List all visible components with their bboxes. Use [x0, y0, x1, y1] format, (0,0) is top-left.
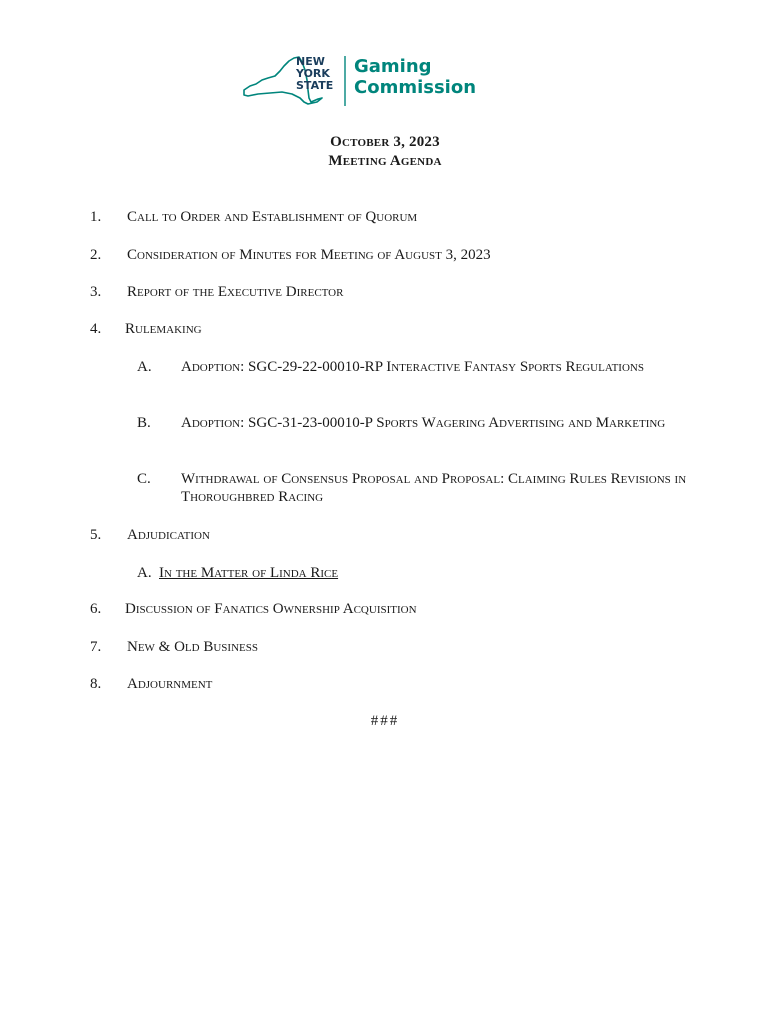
agenda-item-number: 2. — [90, 247, 102, 263]
agenda-item-number: 7. — [90, 639, 102, 655]
agenda-item-number: 6. — [90, 601, 102, 617]
agenda-subitem-label: A. — [137, 359, 152, 375]
agenda-item-text: New & Old Business — [127, 639, 258, 655]
agenda-item-text: Call to Order and Establishment of Quorum — [127, 209, 418, 225]
agenda-item-text: Rulemaking — [125, 321, 202, 337]
agenda-subitem-text: Withdrawal of Consensus Proposal and Proposal: Claiming Rules Revisions in Thoroughbred Racing — [181, 471, 687, 505]
logo-state-line3: STATE — [296, 79, 334, 92]
meeting-title: Meeting Agenda — [328, 153, 442, 169]
logo-org-line1: Gaming — [354, 56, 432, 77]
end-mark: ### — [370, 713, 400, 729]
agenda-item-number: 1. — [90, 209, 102, 225]
agenda-item-number: 5. — [90, 527, 102, 543]
agenda-item-text: Adjudication — [127, 527, 210, 543]
agenda-subitem-label: C. — [137, 471, 151, 487]
agenda-item-number: 8. — [90, 676, 102, 692]
agenda-item-text: Report of the Executive Director — [127, 284, 344, 300]
meeting-date: October 3, 2023 — [330, 134, 440, 150]
agenda-item-text: Consideration of Minutes for Meeting of August 3, 2023 — [127, 247, 491, 263]
agenda-subitem-label: A. — [137, 565, 152, 581]
agenda-item-number: 3. — [90, 284, 102, 300]
logo-state-line1: NEW — [296, 55, 325, 68]
logo-org-line2: Commission — [354, 77, 477, 98]
agenda-item-number: 4. — [90, 321, 102, 337]
agenda-subitem-text: Adoption: SGC-29-22-00010-RP Interactive Fantasy Sports Regulations — [181, 359, 644, 375]
agenda-subitem-text: In the Matter of Linda Rice — [159, 565, 339, 581]
nys-gaming-commission-logo — [242, 54, 487, 110]
agenda-item-text: Discussion of Fanatics Ownership Acquisition — [125, 601, 417, 617]
logo-state-line2: YORK — [296, 67, 330, 80]
agenda-subitem-text: Adoption: SGC-31-23-00010-P Sports Wagering Advertising and Marketing — [181, 415, 666, 431]
agenda-subitem-label: B. — [137, 415, 151, 431]
agenda-item-text: Adjournment — [127, 676, 213, 692]
